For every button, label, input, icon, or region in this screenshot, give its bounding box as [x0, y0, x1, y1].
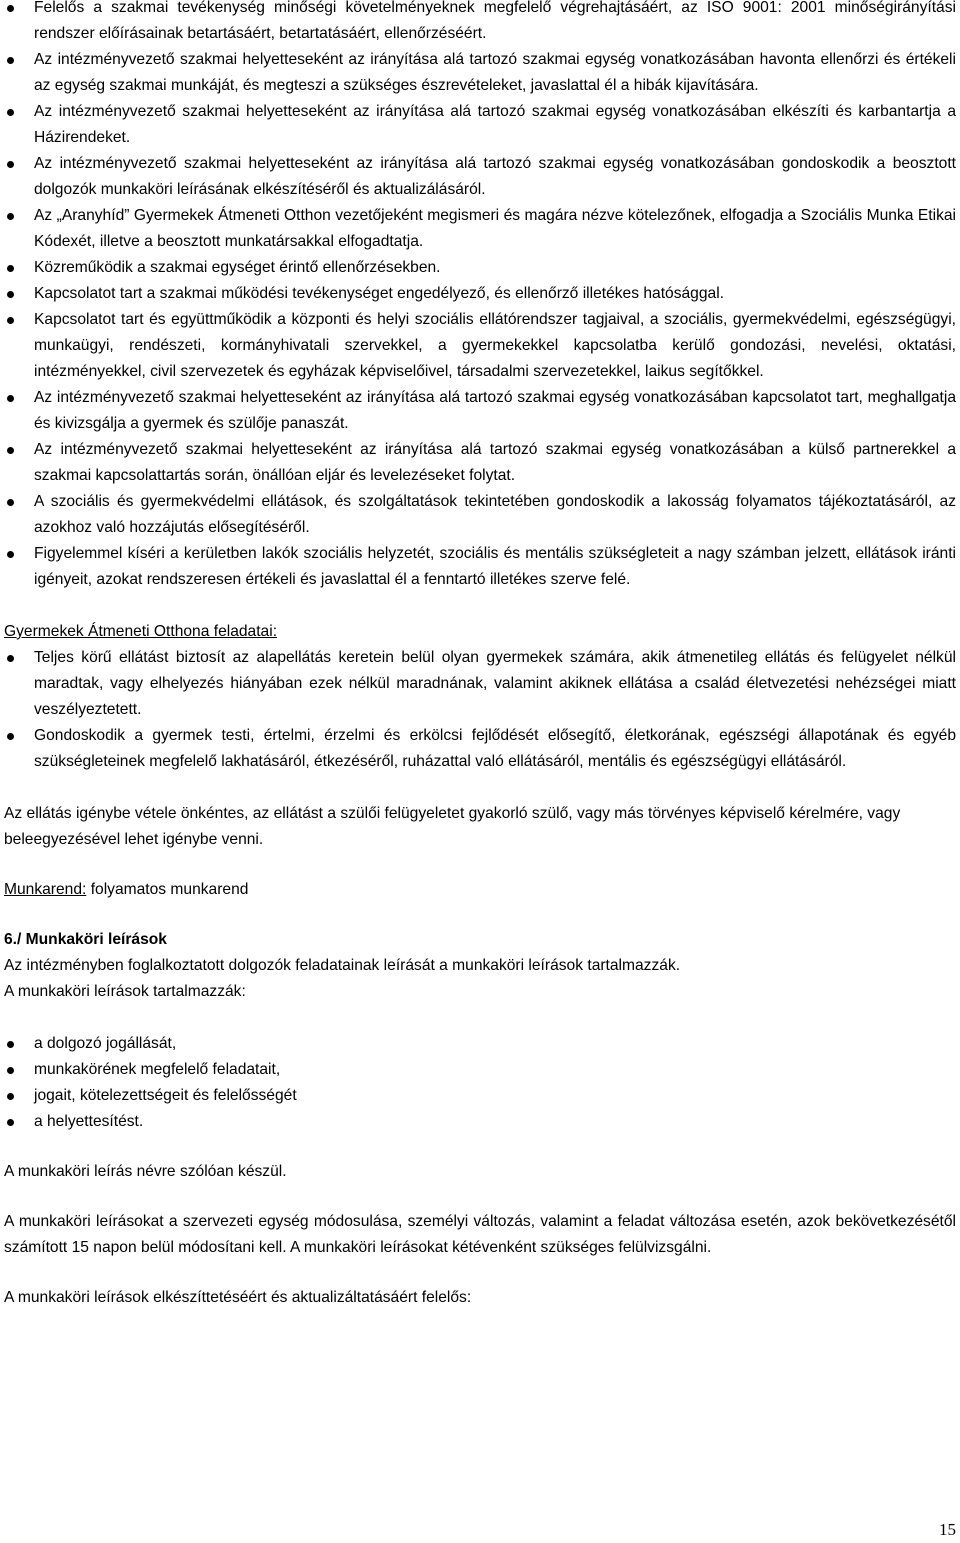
list-item-text: Az intézményvezető szakmai helyetteseként az irányítása alá tartozó szakmai egység vonatkozásában kapcsolatot tart, meghallgatja és kivizsgálja a gyermek és szülője panaszát.: [34, 389, 956, 432]
responsibilities-list: [0, 0, 960, 593]
bullet-icon: [7, 265, 14, 272]
list-item-text: Gondoskodik a gyermek testi, értelmi, érzelmi és erkölcsi fejlődését elősegítő, életkorának, egészségi állapotának és egyéb szükségleteinek megfelelő lakhatásáról, étkezéséről, ruházattal való ellátásáról, mentális és egészségügyi ellátásáról.: [34, 727, 956, 770]
list-item: [0, 151, 960, 203]
list-item-text: Kapcsolatot tart és együttműködik a központi és helyi szociális ellátórendszer tagjaival, a szociális, gyermekvédelmi, egészségügyi, munkaügyi, rendészeti, kormányhivatali szervekkel, a gyermekekkel kapcsolatba kerülő gondozási, nevelési, oktatási, intézményekkel, civil szervezetek és egyházak képviselőivel, társadalmi szervezetekkel, laikus segítőkkel.: [34, 311, 956, 380]
list-item-text: Közreműködik a szakmai egységet érintő ellenőrzésekben.: [34, 259, 441, 276]
list-item: [0, 203, 960, 255]
list-item-text: Felelős a szakmai tevékenység minőségi követelményeknek megfelelő végrehajtásáért, az ISO 9001: 2001 minőségirányítási rendszer előírásainak betartásáért, betartatásáért, ellenőrzéséért.: [34, 0, 956, 42]
list-item: [0, 385, 960, 437]
bullet-icon: [7, 109, 14, 116]
work-schedule-label: Munkarend:: [4, 881, 87, 898]
section-6-heading: 6./ Munkaköri leírások: [4, 931, 167, 948]
list-item-text: Az intézményvezető szakmai helyetteseként az irányítása alá tartozó szakmai egység vonatkozásában havonta ellenőrzi és értékeli az egység szakmai munkáját, és megteszi a szükséges észrevételeket, javaslattal él a hibák kijavítására.: [34, 51, 956, 94]
work-schedule-value: folyamatos munkarend: [86, 881, 249, 898]
bullet-icon: [7, 1093, 14, 1100]
list-item: [0, 47, 960, 99]
list-item-text: Teljes körű ellátást biztosít az alapellátás keretein belül olyan gyermekek számára, akik átmenetileg ellátás és felügyelet nélkül maradtak, vagy elhelyezés hiányában ezek nélkül maradnának, valamint akiknek ellátása a család életvezetési nehézségei miatt veszélyeztetett.: [34, 649, 956, 718]
list-item: [0, 541, 960, 593]
list-item-text: jogait, kötelezettségeit és felelősségét: [34, 1087, 297, 1104]
list-item-text: Figyelemmel kíséri a kerületben lakók szociális helyzetét, szociális és mentális szükségleteit a nagy számban jelzett, ellátások iránti igényeit, azokat rendszeresen értékeli és javaslattal él a fenntartó illetékes szerve felé.: [34, 545, 956, 588]
by-name-paragraph: A munkaköri leírás névre szólóan készül.: [4, 1163, 287, 1180]
bullet-icon: [7, 291, 14, 298]
list-item-text: a helyettesítést.: [34, 1113, 144, 1130]
section-6-intro-1: Az intézményben foglalkoztatott dolgozók feladatainak leírását a munkaköri leírások tartalmazzák.: [4, 957, 681, 974]
tasks-list: [0, 645, 960, 775]
bullet-icon: [7, 5, 14, 12]
bullet-icon: [7, 1067, 14, 1074]
section-6-intro-2: A munkaköri leírások tartalmazzák:: [4, 983, 246, 1000]
bullet-icon: [7, 395, 14, 402]
list-item-text: Kapcsolatot tart a szakmai működési tevékenységet engedélyező, és ellenőrző illetékes hatósággal.: [34, 285, 724, 302]
list-item: [0, 1109, 960, 1135]
bullet-icon: [7, 447, 14, 454]
bullet-icon: [7, 161, 14, 168]
list-item: [0, 1031, 960, 1057]
list-item-text: A szociális és gyermekvédelmi ellátások, és szolgáltatások tekintetében gondoskodik a lakosság folyamatos tájékoztatásáról, az azokhoz való hozzájutás elősegítéséről.: [34, 493, 956, 536]
list-item-text: Az intézményvezető szakmai helyetteseként az irányítása alá tartozó szakmai egység vonatkozásában gondoskodik a beosztott dolgozók munkaköri leírásának elkészítéséről és aktualizálásáról.: [34, 155, 956, 198]
list-item: [0, 489, 960, 541]
job-description-contents-list: [0, 1031, 960, 1135]
bullet-icon: [7, 733, 14, 740]
bullet-icon: [7, 1041, 14, 1048]
bullet-icon: [7, 655, 14, 662]
bullet-icon: [7, 213, 14, 220]
list-item: [0, 1083, 960, 1109]
list-item: [0, 645, 960, 723]
voluntary-paragraph: Az ellátás igénybe vétele önkéntes, az ellátást a szülői felügyeletet gyakorló szülő, vagy más törvényes képviselő kérelmére, vagy beleegyezésével lehet igénybe venni.: [4, 805, 901, 848]
list-item: [0, 723, 960, 775]
list-item: [0, 281, 960, 307]
modification-paragraph: A munkaköri leírásokat a szervezeti egység módosulása, személyi változás, valamint a feladat változása esetén, azok bekövetkezésétől számított 15 napon belül módosítani kell. A munkaköri leírásokat kétévenként szükséges felülvizsgálni.: [4, 1213, 956, 1256]
responsible-paragraph: A munkaköri leírások elkészíttetéséért és aktualizáltatásáért felelős:: [4, 1289, 472, 1306]
list-item: [0, 255, 960, 281]
bullet-icon: [7, 1119, 14, 1126]
work-schedule: [0, 877, 960, 903]
list-item: [0, 437, 960, 489]
list-item-text: munkakörének megfelelő feladatait,: [34, 1061, 281, 1078]
list-item: [0, 99, 960, 151]
bullet-icon: [7, 317, 14, 324]
list-item: [0, 307, 960, 385]
list-item-text: Az intézményvezető szakmai helyetteseként az irányítása alá tartozó szakmai egység vonatkozásában elkészíti és karbantartja a Házirendeket.: [34, 103, 956, 146]
list-item-text: Az „Aranyhíd” Gyermekek Átmeneti Otthon vezetőjeként megismeri és magára nézve kötelezőnek, elfogadja a Szociális Munka Etikai Kódexét, illetve a beosztott munkatársakkal elfogadtatja.: [34, 207, 956, 250]
bullet-icon: [7, 57, 14, 64]
bullet-icon: [7, 551, 14, 558]
list-item-text: Az intézményvezető szakmai helyetteseként az irányítása alá tartozó szakmai egység vonatkozásában a külső partnerekkel a szakmai kapcsolattartás során, önállóan eljár és levelezéseket folytat.: [34, 441, 956, 484]
page-number: 15: [939, 1520, 956, 1539]
section-heading-tasks: Gyermekek Átmeneti Otthona feladatai:: [4, 623, 278, 640]
bullet-icon: [7, 499, 14, 506]
list-item: [0, 0, 960, 47]
list-item-text: a dolgozó jogállását,: [34, 1035, 177, 1052]
list-item: [0, 1057, 960, 1083]
